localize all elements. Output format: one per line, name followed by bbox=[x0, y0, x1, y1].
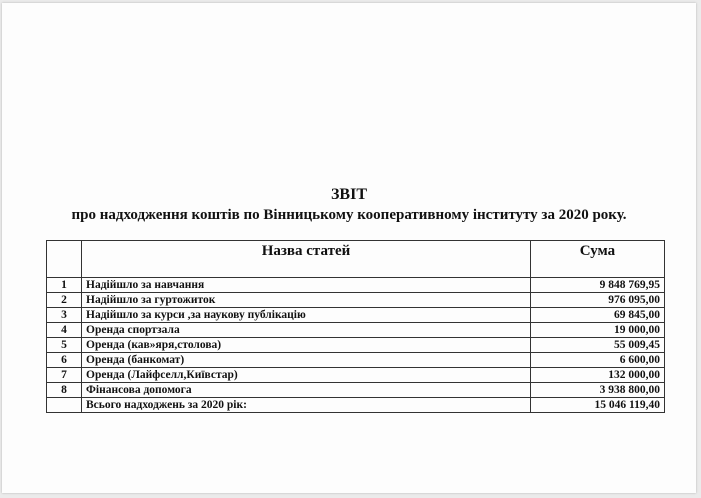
row-name: Фінансова допомога bbox=[82, 383, 531, 398]
header-name: Назва статей bbox=[82, 241, 531, 278]
total-number bbox=[47, 398, 82, 413]
row-number: 3 bbox=[47, 308, 82, 323]
table-row bbox=[47, 368, 665, 383]
header-sum: Сума bbox=[531, 241, 665, 278]
table-row bbox=[47, 338, 665, 353]
table-row bbox=[47, 293, 665, 308]
table-row bbox=[47, 323, 665, 338]
row-name: Оренда (кав»яря,столова) bbox=[82, 338, 531, 353]
table-header-row bbox=[47, 241, 665, 278]
row-sum: 976 095,00 bbox=[531, 293, 665, 308]
total-row bbox=[47, 398, 665, 413]
row-sum: 69 845,00 bbox=[531, 308, 665, 323]
row-name: Надійшло за курси ,за наукову публікацію bbox=[82, 308, 531, 323]
total-sum: 15 046 119,40 bbox=[531, 398, 665, 413]
row-sum: 55 009,45 bbox=[531, 338, 665, 353]
row-name: Оренда спортзала bbox=[82, 323, 531, 338]
row-number: 4 bbox=[47, 323, 82, 338]
table-row bbox=[47, 383, 665, 398]
row-name: Оренда (банкомат) bbox=[82, 353, 531, 368]
row-sum: 132 000,00 bbox=[531, 368, 665, 383]
row-sum: 19 000,00 bbox=[531, 323, 665, 338]
row-sum: 6 600,00 bbox=[531, 353, 665, 368]
table-row bbox=[47, 308, 665, 323]
row-sum: 3 938 800,00 bbox=[531, 383, 665, 398]
total-label: Всього надходжень за 2020 рік: bbox=[82, 398, 531, 413]
table-row bbox=[47, 278, 665, 293]
income-table bbox=[46, 240, 665, 413]
document-page bbox=[2, 3, 696, 493]
row-number: 2 bbox=[47, 293, 82, 308]
row-number: 6 bbox=[47, 353, 82, 368]
row-name: Надійшло за гуртожиток bbox=[82, 293, 531, 308]
report-subtitle: про надходження коштів по Вінницькому кооперативному інституту за 2020 року. bbox=[71, 207, 627, 223]
row-sum: 9 848 769,95 bbox=[531, 278, 665, 293]
row-name: Оренда (Лайфселл,Київстар) bbox=[82, 368, 531, 383]
row-number: 1 bbox=[47, 278, 82, 293]
row-number: 5 bbox=[47, 338, 82, 353]
header-number bbox=[47, 241, 82, 278]
row-number: 7 bbox=[47, 368, 82, 383]
report-title: ЗВІТ bbox=[330, 186, 367, 203]
table-row bbox=[47, 353, 665, 368]
row-number: 8 bbox=[47, 383, 82, 398]
row-name: Надійшло за навчання bbox=[82, 278, 531, 293]
